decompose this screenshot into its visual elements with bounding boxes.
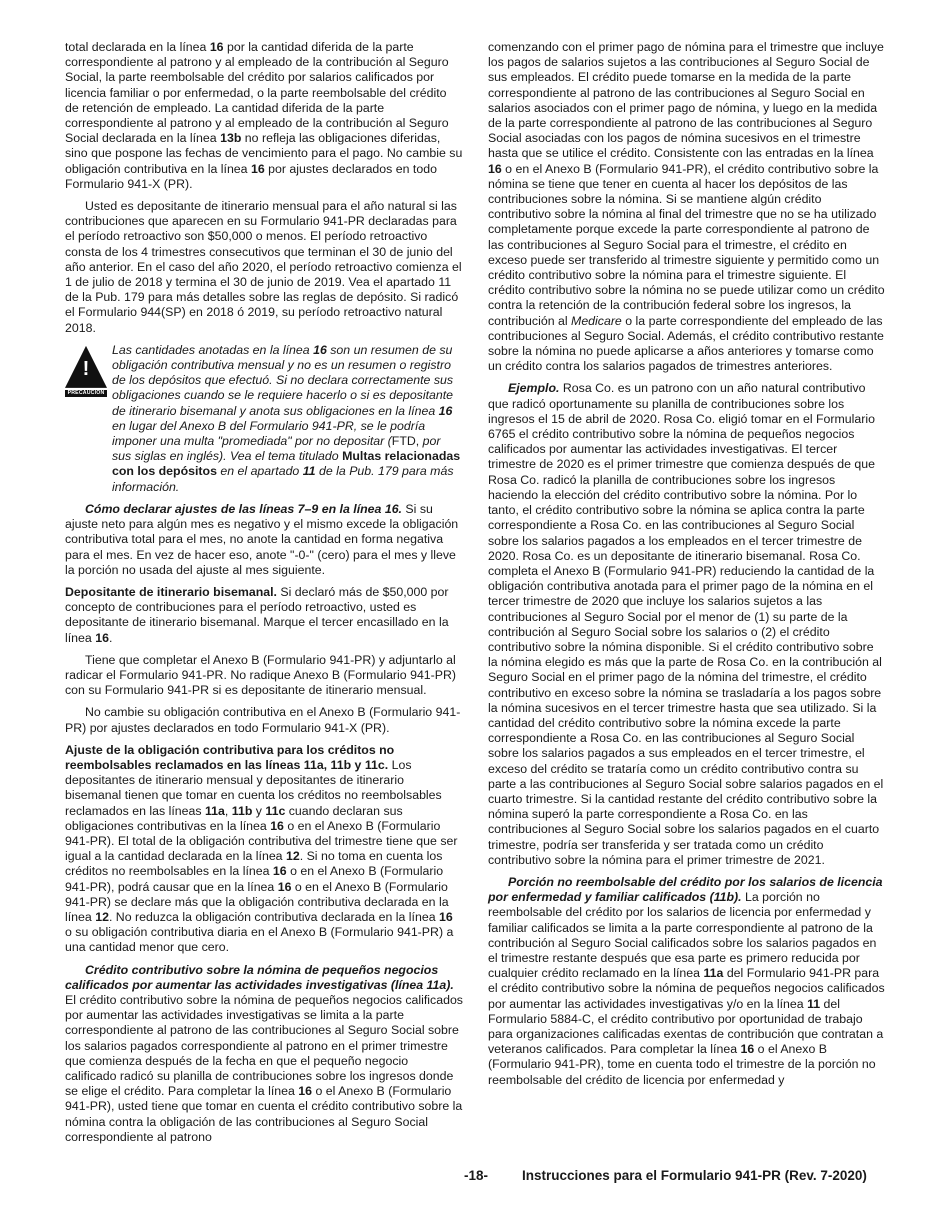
paragraph-no-cambie: No cambie su obligación contributiva en el Anexo B (Formulario 941-PR) por ajustes declarados en todo Formulario 941-X (PR). <box>65 705 461 735</box>
paragraph-anexo-b: Tiene que completar el Anexo B (Formulario 941-PR) y adjuntarlo al radicar el Formulario 941-PR. No radique Anexo B (Formulario 941-PR) con su Formulario 941-PR si es depositante de itinerario mensual. <box>65 652 457 698</box>
subheading-ajuste-creditos: Ajuste de la obligación contributiva para los créditos no reembolsables reclamados en las líneas 11a, 11b y 11c. <box>65 742 395 772</box>
paragraph-ajuste-obligacion: Ajuste de la obligación contributiva para los créditos no reembolsables reclamados en las líneas 11a, 11b y 11c. Los depositantes de itinerario mensual y depositantes de itinerario bisemanal tienen que tomar en cuenta los créditos no reembolsables reclamados en las líneas 11a, 11b y 11c cuando declaran sus obligaciones contributivas en la línea 16 o en el Anexo B (Formulario 941-PR). El total de la obligación contributiva del trimestre tiene que ser igual a la cantidad declarada en la línea 12. Si no toma en cuenta los créditos no reembolsables en la línea 16 o en el Anexo B (Formulario 941-PR), podrá causar que en la línea 16 o en el Anexo B (Formulario 941-PR) se declare más que la obligación contributiva declarada en la línea 12. No reduzca la obligación contributiva declarada en la línea 16 o su obligación contributiva diaria en el Anexo B (Formulario 941-PR) a una cantidad menor que cero. <box>65 742 458 955</box>
caution-label: PRECAUCIÓN <box>65 390 107 397</box>
page-footer <box>0 1168 950 1188</box>
page-number: -18- <box>464 1168 489 1183</box>
paragraph-depositante-bisemanal: Depositante de itinerario bisemanal. Si declaró más de $50,000 por concepto de contribuciones para el período retroactivo, usted es depositante de itinerario bisemanal. Marque el tercer encasillado en la línea 16. <box>65 584 449 645</box>
subheading-porcion-11b: Porción no reembolsable del crédito por los salarios de licencia por enfermedad y familiar calificados (11b). <box>488 874 883 905</box>
paragraph-itinerario-mensual: Usted es depositante de itinerario mensual para el año natural si las contribuciones que aparecen en su Formulario 941-PR declaradas para el período retroactivo son $50,000 o menos. El período retroactivo consta de los 4 trimestres consecutivos que terminan el 30 de junio del año anterior. En el caso del año 2020, el período retroactivo comienza el 1 de julio de 2018 y termina el 30 de junio de 2019. Vea el apartado 11 de la Pub. 179 para más detalles sobre las reglas de depósito. Si radicó el Formulario 944(SP) en 2018 ó 2019, su período retroactivo natural 2018. <box>65 199 462 335</box>
subheading-bisemanal: Depositante de itinerario bisemanal. <box>65 584 277 599</box>
left-column <box>65 40 463 1152</box>
paragraph-primer-pago: comenzando con el primer pago de nómina para el trimestre que incluye los pagos de salarios sujetos a las contribuciones al Seguro Social de sus empleados. El crédito puede tomarse en la medida de la parte correspondiente al patrono de las contribuciones al Seguro Social en salarios asociados con el primer pago de nómina, y luego en la medida de la parte correspondiente al patrono de las contribuciones al Seguro Social asociadas con los pagos de nómina sucesivos en el trimestre hasta que se utilice el crédito. Consistente con las entradas en la línea 16 o en el Anexo B (Formulario 941-PR), el crédito contributivo sobre la nómina se tiene que tener en cuenta al hacer los depósitos de las contribuciones sobre la nómina. Si se mantiene algún crédito contributivo sobre la nómina al final del trimestre que no se ha utilizado completamente porque excede la parte correspondiente al patrono de las contribuciones al Seguro Social para el trimestre, el crédito en exceso puede ser transferido al trimestre siguiente y permitido como un crédito contributivo sobre la nómina para el trimestre siguiente. El crédito contributivo sobre la nómina no se puede utilizar como un crédito contra la retención de la contribución federal sobre los ingresos, la contribución al Medicare o la parte correspondiente del empleado de las contribuciones al Seguro Social. Además, el crédito contributivo restante sobre la nómina no puede aplicarse a años anteriores y tomarse como un crédito contra los salarios pagados de trimestres anteriores. <box>488 40 885 374</box>
right-column <box>488 40 886 1095</box>
paragraph-credito-11a: Crédito contributivo sobre la nómina de pequeños negocios calificados por aumentar las actividades investigativas (línea 11a). El crédito contributivo sobre la nómina de pequeños negocios calificados por aumentar las actividades investigativas se limita a la parte correspondiente al patrono de las contribuciones al Seguro Social sobre los salarios pagados correspondiente al patrono en el primer trimestre que comienza después de la fecha en que el pequeño negocio calificado radicó su planilla de contribuciones sobre los ingresos donde se elige el crédito. Para completar la línea 16 o el Anexo B (Formulario 941-PR), usted tiene que tomar en cuenta el crédito contributivo sobre la nómina contra la obligación de las contribuciones al Seguro Social correspondiente al patrono <box>65 962 463 1144</box>
subheading-credito-11a: Crédito contributivo sobre la nómina de pequeños negocios calificados por aumentar las actividades investigativas (línea 11a). <box>65 962 454 992</box>
form-title: Instrucciones para el Formulario 941-PR (Rev. 7-2020) <box>522 1168 867 1183</box>
paragraph-ajustes-lineas-7-9: Cómo declarar ajustes de las líneas 7–9 en la línea 16. Si su ajuste neto para algún mes es negativo y el mismo excede la obligación contributiva total para el mes, no anote la cantidad en forma negativa para el mes. En vez de hacer eso, anote "-0-" (cero) para el mes y lleve la porción no usada del ajuste al mes siguiente. <box>65 501 459 577</box>
paragraph-total-declarada: total declarada en la línea 16 por la cantidad diferida de la parte correspondiente al patrono y al empleado de la contribución al Seguro Social, la parte reembolsable del crédito por salarios calificados por licencia familiar o por enfermedad, o la parte reembolsable del crédito de retención de empleado. La cantidad diferida de la parte correspondiente al patrono y al empleado de la contribución al Seguro Social declarada en la línea 13b no refleja las obligaciones diferidas, sino que pospone las fechas de vencimiento para el pago. No cambie su obligación contributiva en la línea 16 por ajustes declarados en todo Formulario 941-X (PR). <box>65 40 463 191</box>
subheading-ejemplo: Ejemplo. <box>508 381 560 396</box>
warning-icon: ! PRECAUCIÓN <box>65 346 107 388</box>
paragraph-ejemplo: Ejemplo. Rosa Co. es un patrono con un año natural contributivo que radicó oportunamente su planilla de contribuciones sobre los ingresos el 15 de abril de 2020. Rosa Co. eligió tomar en el Formulario 6765 el crédito contributivo sobre la nómina de pequeños negocios calificados por aumentar las actividades investigativas. El tercer trimestre de 2020 es el primer trimestre que comienza después de que Rosa Co. radicó la planilla de contribuciones sobre los ingresos haciendo la elección del crédito contributivo sobre la nómina. Por lo tanto, el crédito contributivo sobre la nómina se aplica contra la parte correspondiente a Rosa Co. en las contribuciones al Seguro Social sobre los salarios pagados a los empleados en el tercer trimestre de 2020. Rosa Co. es un depositante de itinerario bisemanal. Rosa Co. completa el Anexo B (Formulario 941-PR) reduciendo la cantidad de la obligación contributiva anotada para el primer pago de la nómina en el tercer trimestre de 2020 que incluye los salarios sujetos a las contribuciones al Seguro Social por el menor de (1) su parte de la contribución al Seguro Social sobre los salarios o (2) el crédito contributivo sobre la nómina disponible. Si el crédito contributivo sobre la nómina elegido es más que la parte de Rosa Co. en la contribución al Seguro Social en el primer pago de la nómina del trimestre, el crédito contributivo en exceso sobre la nómina se trasladaría a los pagos sobre la nómina sucesivos en el tercer trimestre hasta que sea utilizado. Si la cantidad del crédito contributivo sobre la nómina excede la parte correspondiente a Rosa Co. en las contribuciones al Seguro Social sobre los salarios pagados a sus empleados en el tercer trimestre, el exceso del crédito se trataría como un crédito contributivo contra su parte a las contribuciones al Seguro Social sobre salarios pagados en el cuarto trimestre. Si la cantidad restante del crédito contributivo sobre la nómina superó la parte correspondiente a Rosa Co. en las contribuciones al Seguro Social sobre los salarios pagados en el cuarto trimestre, podría ser transferida y ser tratada como un crédito contributivo sobre la nómina para el primer trimestre de 2021. <box>488 381 884 867</box>
caution-note: ! PRECAUCIÓN Las cantidades anotadas en la línea 16 son un resumen de su obligación contributiva mensual y no es un resumen o registro de los depósitos que efectuó. Si no declara correctamente sus obligaciones cuando se le requiere hacerlo o si es depositante de itinerario bisemanal y anota sus obligaciones en la línea 16 en lugar del Anexo B del Formulario 941-PR, se le podría imponer una multa "promediada" por no depositar (FTD, por sus siglas en inglés). Vea el tema titulado Multas relacionadas con los depósitos en el apartado 11 de la Pub. 179 para más información. <box>65 343 463 495</box>
paragraph-porcion-no-reembolsable: Porción no reembolsable del crédito por los salarios de licencia por enfermedad y familiar calificados (11b). La porción no reembolsable del crédito por los salarios de licencia por enfermedad y familiar calificados se limita a la parte correspondiente al patrono de la contribución al Seguro Social calificados sobre los salarios pagados en el trimestre restante después que esa parte es primero reducida por cualquier crédito reclamado en la línea 11a del Formulario 941-PR para el crédito contributivo sobre la nómina de pequeños negocios calificados por aumentar las actividades investigativas y/o en la línea 11 del Formulario 5884-C, el crédito contributivo por oportunidad de trabajo para organizaciones calificadas exentas de contribución que contratan a veteranos calificados. Para completar la línea 16 o el Anexo B (Formulario 941-PR), tome en cuenta todo el trimestre de la porción no reembolsable del crédito de licencia por enfermedad y <box>488 874 885 1087</box>
subheading-ajustes: Cómo declarar ajustes de las líneas 7–9 en la línea 16. <box>85 501 402 516</box>
